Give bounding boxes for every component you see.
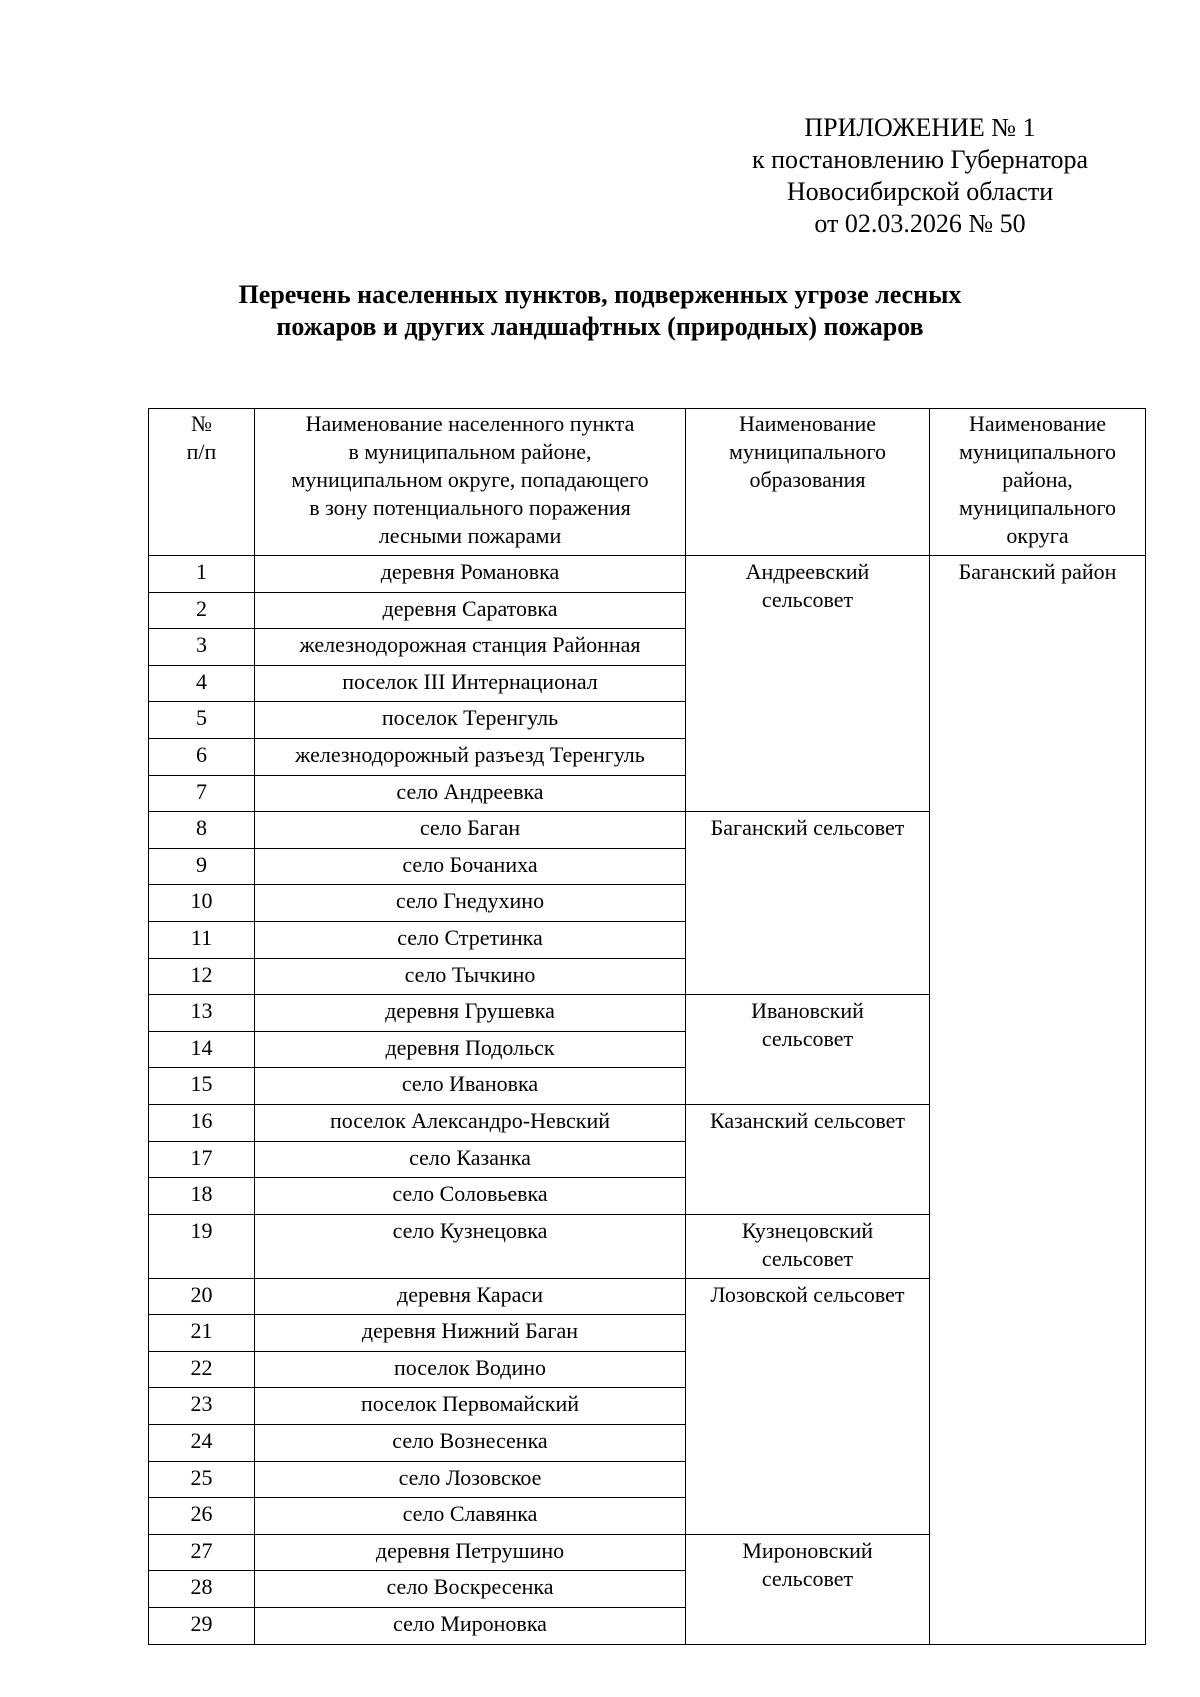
settlement-name: деревня Нижний Баган <box>255 1315 686 1352</box>
settlement-name: село Казанка <box>255 1141 686 1178</box>
row-number: 28 <box>149 1571 255 1608</box>
row-number: 2 <box>149 592 255 629</box>
cell-line: Ивановский <box>751 998 864 1024</box>
cell-line: Наименование <box>738 411 877 436</box>
municipality-name <box>686 995 930 1105</box>
appendix-header <box>700 112 1140 240</box>
row-number: 6 <box>149 738 255 775</box>
header-num <box>149 409 255 556</box>
row-number: 15 <box>149 1068 255 1105</box>
settlement-name: село Бочаниха <box>255 848 686 885</box>
settlement-name: село Баган <box>255 812 686 849</box>
appendix-line: к постановлению Губернатора <box>751 145 1089 174</box>
appendix-line: ПРИЛОЖЕНИЕ № 1 <box>804 113 1036 142</box>
title-line: Перечень населенных пунктов, подверженных угрозе лесных <box>238 280 962 309</box>
row-number: 11 <box>149 921 255 958</box>
header-municipality <box>686 409 930 556</box>
settlement-name: деревня Романовка <box>255 556 686 593</box>
header-district <box>930 409 1146 556</box>
row-number: 12 <box>149 958 255 995</box>
row-number: 20 <box>149 1278 255 1315</box>
cell-line: Наименование населенного пункта <box>305 411 635 436</box>
district-name: Баганский район <box>930 556 1146 1645</box>
settlement-name: село Кузнецовка <box>255 1214 686 1278</box>
municipality-name <box>686 812 930 995</box>
cell-line: муниципальном округе, попадающего <box>291 467 649 492</box>
cell-line: Мироновский <box>742 1537 873 1563</box>
settlement-name: село Гнедухино <box>255 885 686 922</box>
row-number: 7 <box>149 775 255 812</box>
row-number: 23 <box>149 1388 255 1425</box>
cell-line: района, <box>1002 467 1073 492</box>
cell-line: № <box>191 411 212 436</box>
row-number: 27 <box>149 1534 255 1571</box>
settlement-name: село Лозовское <box>255 1461 686 1498</box>
cell-line: муниципального <box>958 495 1116 520</box>
row-number: 1 <box>149 556 255 593</box>
row-number: 21 <box>149 1315 255 1352</box>
table-row <box>149 556 1146 593</box>
settlement-name: село Славянка <box>255 1498 686 1535</box>
cell-line: сельсовет <box>761 1026 854 1052</box>
municipality-name <box>686 1278 930 1534</box>
cell-line: Баганский сельсовет <box>710 815 905 841</box>
row-number: 5 <box>149 702 255 739</box>
cell-line: лесными пожарами <box>378 523 562 548</box>
row-number: 13 <box>149 995 255 1032</box>
settlement-name: поселок Водино <box>255 1351 686 1388</box>
settlement-name: село Воскресенка <box>255 1571 686 1608</box>
settlement-name: деревня Подольск <box>255 1031 686 1068</box>
settlement-name: село Стретинка <box>255 921 686 958</box>
cell-line: сельсовет <box>761 587 854 612</box>
row-number: 14 <box>149 1031 255 1068</box>
cell-line: муниципального <box>728 439 886 464</box>
cell-line: в зону потенциального поражения <box>309 495 631 520</box>
settlement-name: село Соловьевка <box>255 1178 686 1215</box>
settlement-name: поселок Теренгуль <box>255 702 686 739</box>
row-number: 25 <box>149 1461 255 1498</box>
municipality-name <box>686 1534 930 1644</box>
cell-line: Кузнецовский <box>741 1217 874 1243</box>
cell-line: Казанский сельсовет <box>709 1107 906 1133</box>
settlement-name: поселок Первомайский <box>255 1388 686 1425</box>
cell-line: Лозовской сельсовет <box>710 1281 905 1307</box>
row-number: 19 <box>149 1214 255 1278</box>
settlement-name: село Андреевка <box>255 775 686 812</box>
table-header-row <box>149 409 1146 556</box>
row-number: 16 <box>149 1104 255 1141</box>
settlement-name: поселок Александро-Невский <box>255 1104 686 1141</box>
cell-line: Андреевский <box>745 559 870 584</box>
settlement-name: деревня Саратовка <box>255 592 686 629</box>
row-number: 26 <box>149 1498 255 1535</box>
settlement-name: деревня Петрушино <box>255 1534 686 1571</box>
municipality-name <box>686 1104 930 1214</box>
row-number: 9 <box>149 848 255 885</box>
cell-line: п/п <box>186 439 217 464</box>
settlements-table <box>148 408 1146 1645</box>
cell-line: Наименование <box>968 411 1107 436</box>
appendix-line: от 02.03.2026 № 50 <box>814 209 1026 238</box>
settlement-name: поселок III Интернационал <box>255 665 686 702</box>
municipality-name <box>686 556 930 812</box>
row-number: 10 <box>149 885 255 922</box>
cell-line: в муниципальном районе, <box>348 439 592 464</box>
cell-line: округа <box>1006 523 1069 548</box>
title-line: пожаров и других ландшафтных (природных) пожаров <box>276 312 924 341</box>
row-number: 8 <box>149 812 255 849</box>
row-number: 29 <box>149 1608 255 1645</box>
row-number: 17 <box>149 1141 255 1178</box>
row-number: 24 <box>149 1425 255 1462</box>
header-settlement <box>255 409 686 556</box>
municipality-name <box>686 1214 930 1278</box>
settlement-name: село Ивановка <box>255 1068 686 1105</box>
row-number: 3 <box>149 629 255 666</box>
settlement-name: село Вознесенка <box>255 1425 686 1462</box>
cell-line: муниципального <box>958 439 1116 464</box>
row-number: 22 <box>149 1351 255 1388</box>
settlement-name: село Тычкино <box>255 958 686 995</box>
cell-line: сельсовет <box>761 1245 854 1271</box>
settlement-name: деревня Караси <box>255 1278 686 1315</box>
table-body <box>149 556 1146 1645</box>
settlement-name: железнодорожный разъезд Теренгуль <box>255 738 686 775</box>
row-number: 18 <box>149 1178 255 1215</box>
cell-line: сельсовет <box>761 1565 854 1591</box>
settlement-name: село Мироновка <box>255 1608 686 1645</box>
appendix-line: Новосибирской области <box>786 177 1054 206</box>
document-title <box>100 279 1100 343</box>
settlement-name: железнодорожная станция Районная <box>255 629 686 666</box>
cell-line: образования <box>749 467 866 492</box>
settlement-name: деревня Грушевка <box>255 995 686 1032</box>
row-number: 4 <box>149 665 255 702</box>
